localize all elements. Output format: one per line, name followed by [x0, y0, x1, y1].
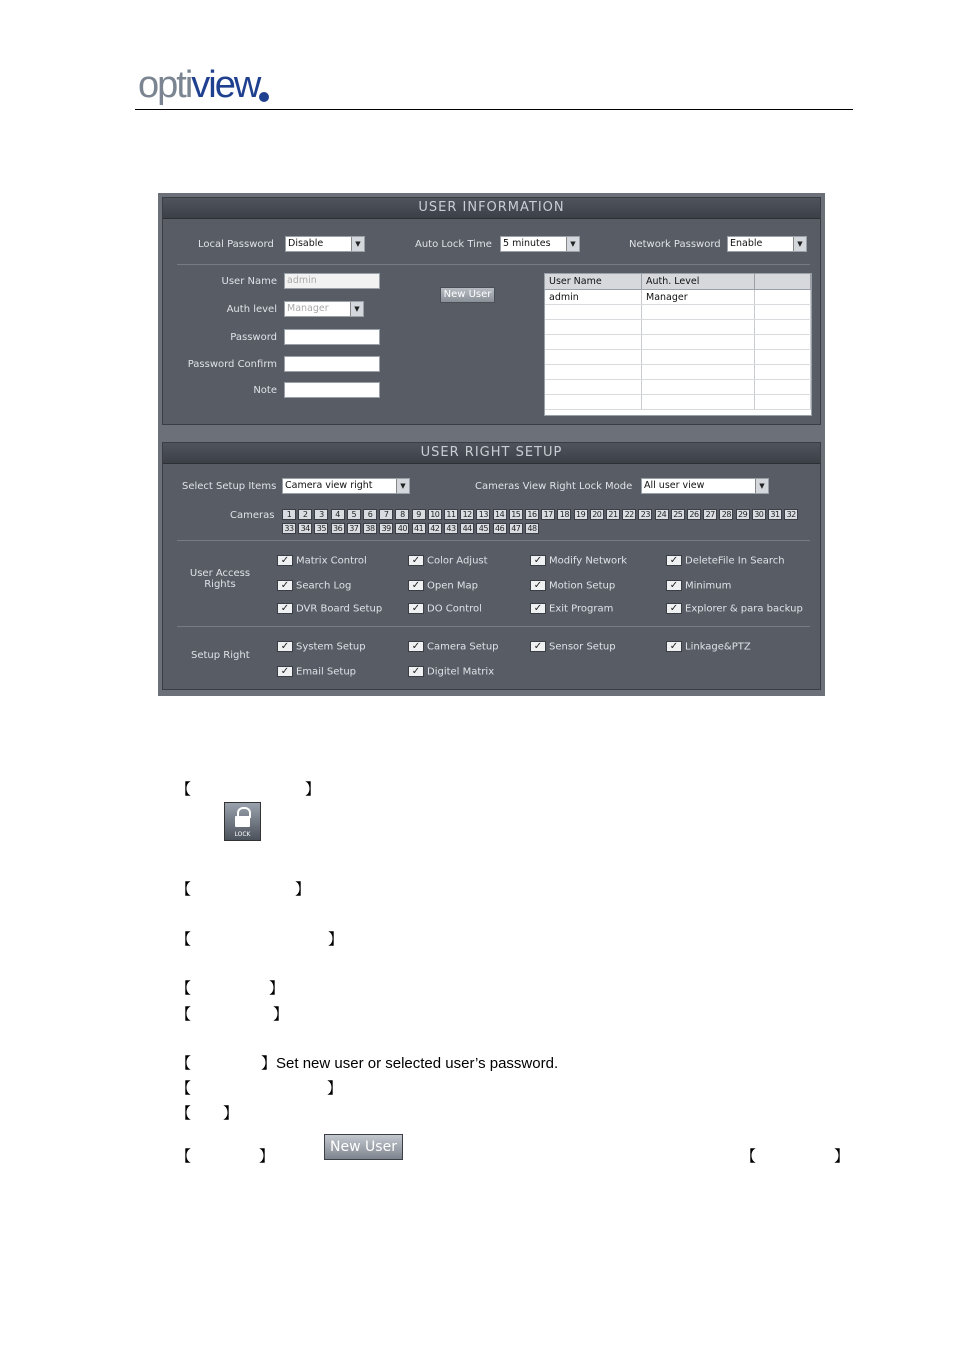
camera-32-checkbox[interactable]: 32: [784, 509, 798, 520]
password-label: Password: [230, 332, 277, 343]
camera-44-checkbox[interactable]: 44: [460, 523, 474, 534]
camera-42-checkbox[interactable]: 42: [428, 523, 442, 534]
user-right-setup-title: USER RIGHT SETUP: [163, 443, 820, 464]
auth-level-select[interactable]: [284, 301, 364, 317]
camera-39-checkbox[interactable]: 39: [379, 523, 393, 534]
checkmark-icon[interactable]: ✓: [530, 641, 546, 652]
cameras-label: Cameras: [230, 510, 275, 521]
access-right-checkbox[interactable]: [408, 555, 488, 567]
access-right-checkbox[interactable]: [277, 580, 351, 592]
camera-47-checkbox[interactable]: 47: [509, 523, 523, 534]
camera-22-checkbox[interactable]: 22: [622, 509, 636, 520]
lock-mode-label: Cameras View Right Lock Mode: [475, 481, 633, 492]
camera-8-checkbox[interactable]: 8: [395, 509, 409, 520]
access-right-label: Exit Program: [549, 603, 614, 615]
bracket-line-3: [176, 928, 343, 949]
camera-19-checkbox[interactable]: 19: [574, 509, 588, 520]
bracket-close: 】: [223, 1105, 239, 1122]
access-right-label: Explorer & para backup: [685, 603, 803, 615]
camera-28-checkbox[interactable]: 28: [719, 509, 733, 520]
camera-15-checkbox[interactable]: 15: [509, 509, 523, 520]
divider: [177, 540, 810, 541]
access-right-checkbox[interactable]: [530, 603, 613, 615]
camera-10-checkbox[interactable]: 10: [428, 509, 442, 520]
lock-mode-value: All user view: [644, 480, 705, 491]
setup-right-label: Linkage&PTZ: [685, 641, 751, 653]
password-description: [176, 1052, 558, 1073]
access-right-checkbox[interactable]: [666, 555, 785, 567]
password-input[interactable]: [284, 329, 380, 345]
checkmark-icon[interactable]: ✓: [408, 603, 424, 614]
access-right-label: Color Adjust: [427, 555, 488, 567]
user-information-section: [162, 197, 821, 425]
logo-text-a: opti: [138, 64, 192, 106]
checkmark-icon[interactable]: ✓: [530, 603, 546, 614]
camera-20-checkbox[interactable]: 20: [590, 509, 604, 520]
bracket-open: 【: [176, 1055, 192, 1072]
checkmark-icon[interactable]: ✓: [277, 641, 293, 652]
checkmark-icon[interactable]: ✓: [530, 555, 546, 566]
user-name-input[interactable]: admin: [284, 273, 380, 289]
camera-13-checkbox[interactable]: 13: [476, 509, 490, 520]
bracket-line-10: [741, 1145, 849, 1166]
auto-lock-time-label: Auto Lock Time: [415, 239, 492, 250]
divider: [177, 264, 810, 265]
bracket-close: 】: [295, 881, 311, 898]
local-password-value: Disable: [288, 238, 324, 249]
checkmark-icon[interactable]: ✓: [666, 603, 682, 614]
checkmark-icon[interactable]: ✓: [408, 666, 424, 677]
column-header[interactable]: User Name: [545, 274, 642, 290]
camera-40-checkbox[interactable]: 40: [395, 523, 409, 534]
access-right-label: Modify Network: [549, 555, 628, 567]
camera-33-checkbox[interactable]: 33: [282, 523, 296, 534]
setup-right-label: Camera Setup: [427, 641, 499, 653]
camera-21-checkbox[interactable]: 21: [606, 509, 620, 520]
camera-23-checkbox[interactable]: 23: [638, 509, 652, 520]
camera-35-checkbox[interactable]: 35: [314, 523, 328, 534]
auto-lock-time-select[interactable]: [500, 236, 580, 252]
camera-27-checkbox[interactable]: 27: [703, 509, 717, 520]
select-setup-items-label: Select Setup Items: [182, 481, 277, 492]
table-row[interactable]: [545, 290, 811, 305]
camera-48-checkbox[interactable]: 48: [525, 523, 539, 534]
checkmark-icon[interactable]: ✓: [408, 641, 424, 652]
table-row[interactable]: [545, 350, 811, 365]
bracket-close: 】: [327, 1080, 343, 1097]
lock-caption: LOCK: [234, 831, 251, 838]
auto-lock-time-value: 5 minutes: [503, 238, 551, 249]
camera-14-checkbox[interactable]: 14: [493, 509, 507, 520]
setup-right-checkbox[interactable]: [277, 666, 356, 678]
password-confirm-label: Password Confirm: [187, 359, 277, 370]
bracket-line-5: [176, 1003, 288, 1024]
optiview-logo: [138, 66, 259, 104]
setup-right-label: Setup Right: [191, 650, 250, 661]
camera-34-checkbox[interactable]: 34: [298, 523, 312, 534]
camera-2-checkbox[interactable]: 2: [298, 509, 312, 520]
bracket-open: 【: [176, 1148, 192, 1165]
checkmark-icon[interactable]: ✓: [277, 666, 293, 677]
table-cell: admin: [545, 290, 642, 305]
bracket-close: 】: [259, 1148, 275, 1165]
bracket-line-8: [176, 1102, 238, 1123]
bracket-open: 【: [176, 1006, 192, 1023]
divider: [177, 626, 810, 627]
column-header[interactable]: [755, 274, 811, 290]
bracket-line-7: [176, 1077, 342, 1098]
logo-mark: [259, 92, 269, 102]
network-password-value: Enable: [730, 238, 763, 249]
network-password-select[interactable]: [727, 236, 807, 252]
camera-7-checkbox[interactable]: 7: [379, 509, 393, 520]
header-rule: [135, 109, 853, 110]
access-right-checkbox[interactable]: [666, 580, 731, 592]
chevron-down-icon[interactable]: ▼: [566, 237, 579, 251]
bracket-line-2: [176, 878, 310, 899]
camera-5-checkbox[interactable]: 5: [347, 509, 361, 520]
camera-45-checkbox[interactable]: 45: [476, 523, 490, 534]
bracket-open: 【: [176, 980, 192, 997]
setup-right-checkbox[interactable]: [277, 641, 366, 653]
select-setup-items-select[interactable]: [282, 478, 410, 494]
user-right-setup-section: [162, 442, 821, 690]
bracket-open: 【: [176, 881, 192, 898]
checkmark-icon[interactable]: ✓: [408, 580, 424, 591]
bracket-open: 【: [176, 1105, 192, 1122]
setup-right-label: Digitel Matrix: [427, 666, 495, 678]
chevron-down-icon[interactable]: ▼: [755, 479, 768, 493]
camera-41-checkbox[interactable]: 41: [412, 523, 426, 534]
auth-level-label: Auth level: [226, 304, 277, 315]
network-password-label: Network Password: [629, 239, 721, 250]
camera-9-checkbox[interactable]: 9: [412, 509, 426, 520]
checkmark-icon[interactable]: ✓: [666, 580, 682, 591]
table-header-row: [545, 274, 811, 290]
camera-3-checkbox[interactable]: 3: [314, 509, 328, 520]
logo-text-b: view: [191, 64, 260, 106]
lock-icon: [224, 802, 261, 841]
camera-11-checkbox[interactable]: 11: [444, 509, 458, 520]
table-row[interactable]: [545, 395, 811, 410]
access-right-label: Open Map: [427, 580, 478, 592]
access-right-label: Minimum: [685, 580, 732, 592]
access-right-label: Search Log: [296, 580, 352, 592]
setup-right-checkbox[interactable]: [666, 641, 751, 653]
camera-30-checkbox[interactable]: 30: [752, 509, 766, 520]
checkmark-icon[interactable]: ✓: [277, 603, 293, 614]
bracket-open: 【: [741, 1148, 757, 1165]
bracket-close: 】: [305, 781, 321, 798]
checkmark-icon[interactable]: ✓: [666, 641, 682, 652]
bracket-line-9: [176, 1145, 274, 1166]
camera-38-checkbox[interactable]: 38: [363, 523, 377, 534]
column-header[interactable]: Auth. Level: [642, 274, 755, 290]
note-input[interactable]: [284, 382, 380, 398]
camera-18-checkbox[interactable]: 18: [557, 509, 571, 520]
user-access-rights-label: User Access Rights: [189, 568, 251, 590]
checkmark-icon[interactable]: ✓: [277, 580, 293, 591]
new-user-button-image: New User: [324, 1134, 403, 1160]
camera-4-checkbox[interactable]: 4: [331, 509, 345, 520]
access-right-checkbox[interactable]: [530, 555, 627, 567]
password-confirm-input[interactable]: [284, 356, 380, 372]
access-right-checkbox[interactable]: [408, 603, 482, 615]
table-row[interactable]: [545, 305, 811, 320]
setup-right-checkbox[interactable]: [408, 666, 494, 678]
local-password-label: Local Password: [198, 239, 274, 250]
chevron-down-icon[interactable]: ▼: [793, 237, 806, 251]
camera-16-checkbox[interactable]: 16: [525, 509, 539, 520]
camera-31-checkbox[interactable]: 31: [768, 509, 782, 520]
bracket-close: 】: [273, 1006, 289, 1023]
camera-26-checkbox[interactable]: 26: [687, 509, 701, 520]
new-user-button[interactable]: New User: [440, 287, 495, 303]
access-right-checkbox[interactable]: [277, 603, 382, 615]
bracket-open: 【: [176, 781, 192, 798]
setup-right-label: Sensor Setup: [549, 641, 616, 653]
user-name-label: User Name: [221, 276, 277, 287]
access-right-label: DO Control: [427, 603, 482, 615]
checkmark-icon[interactable]: ✓: [530, 580, 546, 591]
camera-1-checkbox[interactable]: 1: [282, 509, 296, 520]
setup-right-label: Email Setup: [296, 666, 357, 678]
checkmark-icon[interactable]: ✓: [277, 555, 293, 566]
camera-37-checkbox[interactable]: 37: [347, 523, 361, 534]
camera-12-checkbox[interactable]: 12: [460, 509, 474, 520]
table-row[interactable]: [545, 335, 811, 350]
access-right-checkbox[interactable]: [530, 580, 615, 592]
checkmark-icon[interactable]: ✓: [666, 555, 682, 566]
chevron-down-icon[interactable]: ▼: [351, 237, 364, 251]
local-password-select[interactable]: [285, 236, 365, 252]
auth-level-value: Manager: [287, 303, 329, 314]
user-settings-window: [158, 193, 825, 696]
bracket-close: 】: [834, 1148, 850, 1165]
camera-46-checkbox[interactable]: 46: [493, 523, 507, 534]
access-right-label: Motion Setup: [549, 580, 616, 592]
table-cell: [755, 290, 811, 305]
access-right-checkbox[interactable]: [666, 603, 803, 615]
bracket-line-1: [176, 778, 320, 799]
setup-right-checkbox[interactable]: [530, 641, 616, 653]
password-description-text: Set new user or selected user’s password.: [276, 1055, 559, 1072]
lock-mode-select[interactable]: [641, 478, 769, 494]
access-right-label: DVR Board Setup: [296, 603, 383, 615]
note-label: Note: [253, 385, 277, 396]
bracket-close: 】: [261, 1055, 277, 1072]
chevron-down-icon[interactable]: ▼: [350, 302, 363, 316]
setup-right-label: System Setup: [296, 641, 366, 653]
camera-25-checkbox[interactable]: 25: [671, 509, 685, 520]
bracket-close: 】: [269, 980, 285, 997]
user-table: [544, 273, 812, 416]
camera-43-checkbox[interactable]: 43: [444, 523, 458, 534]
camera-17-checkbox[interactable]: 17: [541, 509, 555, 520]
chevron-down-icon[interactable]: ▼: [396, 479, 409, 493]
bracket-open: 【: [176, 931, 192, 948]
bracket-line-4: [176, 977, 284, 998]
bracket-close: 】: [328, 931, 344, 948]
camera-24-checkbox[interactable]: 24: [655, 509, 669, 520]
setup-right-checkbox[interactable]: [408, 641, 499, 653]
access-right-checkbox[interactable]: [408, 580, 478, 592]
table-row[interactable]: [545, 365, 811, 380]
checkmark-icon[interactable]: ✓: [408, 555, 424, 566]
access-right-checkbox[interactable]: [277, 555, 367, 567]
user-information-title: USER INFORMATION: [163, 198, 820, 219]
table-row[interactable]: [545, 320, 811, 335]
camera-6-checkbox[interactable]: 6: [363, 509, 377, 520]
table-row[interactable]: [545, 380, 811, 395]
access-right-label: Matrix Control: [296, 555, 367, 567]
camera-29-checkbox[interactable]: 29: [736, 509, 750, 520]
camera-36-checkbox[interactable]: 36: [331, 523, 345, 534]
access-right-label: DeleteFile In Search: [685, 555, 785, 567]
bracket-open: 【: [176, 1080, 192, 1097]
table-cell: Manager: [642, 290, 755, 305]
select-setup-items-value: Camera view right: [285, 480, 373, 491]
